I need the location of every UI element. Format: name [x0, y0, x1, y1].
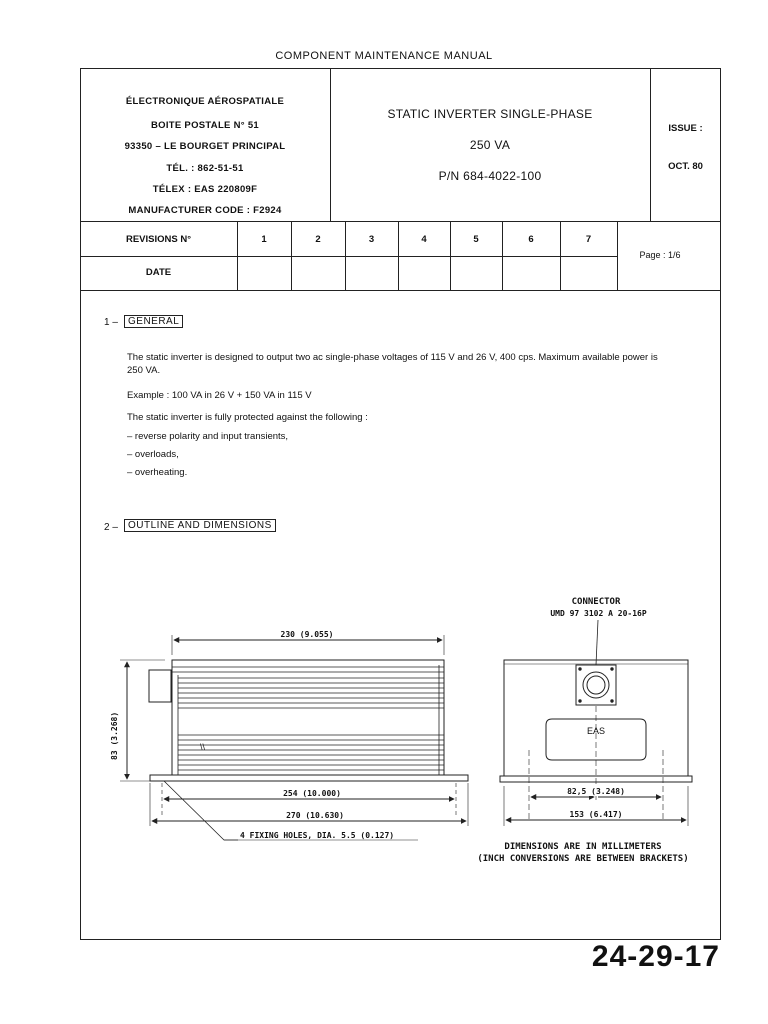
section-heading: OUTLINE AND DIMENSIONS — [124, 519, 276, 532]
product-power: 250 VA — [469, 138, 511, 152]
revision-number: 5 — [473, 234, 479, 245]
date-label: DATE — [145, 267, 172, 278]
section-number: 1 – — [104, 317, 118, 328]
units-note: DIMENSIONS ARE IN MILLIMETERS — [504, 842, 662, 852]
issue-label: ISSUE : — [668, 123, 703, 134]
revision-number: 3 — [368, 234, 375, 245]
page-number: Page : 1/6 — [639, 250, 681, 260]
manufacturer-city: 93350 – LE BOURGET PRINCIPAL — [124, 141, 286, 152]
conversion-note: (INCH CONVERSIONS ARE BETWEEN BRACKETS) — [477, 854, 689, 864]
protection-item: – overloads, — [127, 449, 179, 460]
connector-label: CONNECTOR — [571, 597, 621, 607]
fixing-holes-note: 4 FIXING HOLES, DIA. 5.5 (0.127) — [240, 831, 395, 840]
side-mark: \\ — [200, 742, 206, 752]
revisions-label: REVISIONS N° — [125, 234, 192, 245]
manufacturer-telex: TÉLEX : EAS 220809F — [152, 184, 258, 195]
manufacturer-po-box: BOITE POSTALE N° 51 — [150, 120, 260, 131]
manufacturer-phone: TÉL. : 862-51-51 — [166, 163, 244, 174]
manufacturer-code: MANUFACTURER CODE : F2924 — [128, 205, 282, 216]
revision-number: 4 — [421, 234, 427, 245]
front-connector-icon — [576, 665, 616, 705]
product-part-number: P/N 684-4022-100 — [438, 169, 542, 183]
example-text: Example : 100 VA in 26 V + 150 VA in 115 V — [127, 390, 312, 401]
protection-item: – reverse polarity and input transients, — [127, 431, 289, 442]
side-view-body — [172, 660, 444, 775]
manufacturer-name: ÉLECTRONIQUE AÉROSPATIALE — [125, 96, 285, 107]
product-title: STATIC INVERTER SINGLE-PHASE — [387, 107, 593, 121]
dim-height: 83 (3.268) — [110, 670, 119, 760]
revision-number: 6 — [528, 234, 534, 245]
dim-width: 153 (6.417) — [560, 810, 632, 819]
manual-caption: COMPONENT MAINTENANCE MANUAL — [275, 50, 493, 62]
section-number: 2 – — [104, 522, 118, 533]
protection-intro: The static inverter is fully protected against the following : — [127, 412, 368, 423]
section-heading: GENERAL — [124, 315, 183, 328]
cooling-fins — [172, 665, 444, 775]
side-base-plate — [150, 775, 468, 781]
dim-length: 230 (9.055) — [262, 630, 352, 639]
revision-number: 2 — [315, 234, 321, 245]
dim-center-offset: 82,5 (3.248) — [560, 787, 632, 796]
issue-date: OCT. 80 — [668, 161, 703, 172]
protection-item: – overheating. — [127, 467, 188, 478]
revision-number: 1 — [261, 234, 267, 245]
document-code: 24-29-17 — [591, 940, 720, 973]
dim-holes-spacing: 254 (10.000) — [268, 789, 356, 798]
connector-ref: UMD 97 3102 A 20-16P — [550, 609, 647, 618]
body-paragraph: The static inverter is designed to output two ac single-phase voltages of 115 V and 26 V, 400 cps. Maximum available power is 250 VA. — [127, 352, 658, 376]
dim-base-length: 270 (10.630) — [270, 811, 360, 820]
revision-number: 7 — [585, 234, 592, 245]
eas-logo-text: EAS — [586, 726, 605, 736]
side-connector — [149, 670, 171, 702]
